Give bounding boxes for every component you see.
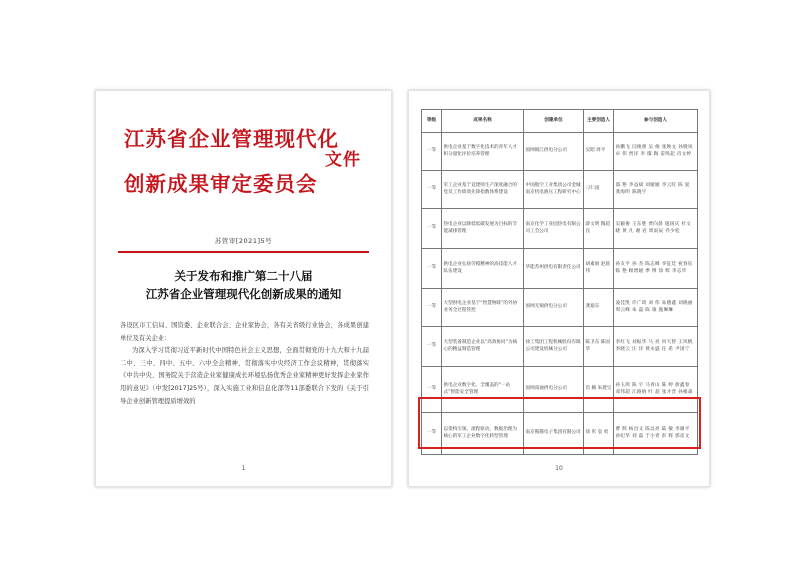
notice-body <box>120 320 369 408</box>
document-number: 苏管审[2021]5号 <box>214 237 273 245</box>
document-header <box>124 126 369 197</box>
cell-name: 供电企业数字化、全覆盖的“一站式”智能安全管理 <box>442 367 524 413</box>
cell-name: 热电企业以降低低碳发展为目标的节能减排管理 <box>442 209 524 249</box>
cell-unit: 徐工集团工程机械股份有限公司建设机械分公司 <box>524 327 584 367</box>
table-row-highlighted <box>422 367 698 413</box>
cell-name: 以架构引领、流程驱动、数据治理为核心的军工企业数字化转型管理 <box>442 413 524 455</box>
header-unit: 创建单位 <box>524 110 584 133</box>
cell-grade: 一等 <box>422 209 442 249</box>
notice-page <box>95 90 392 487</box>
table-row <box>422 413 698 455</box>
table-row <box>422 249 698 289</box>
cell-name: 军工企业基于竞建师生产深度融合的党员工作绩效先锋指数体系建设 <box>442 171 524 209</box>
cell-unit: 南京熊猫电子集团有限公司 <box>524 413 584 455</box>
table-row <box>422 133 698 171</box>
cell-grade: 一等 <box>422 413 442 455</box>
header-line-2: 文件 <box>325 150 361 170</box>
cell-participants: 孙玉鸿 陈 宇 马青山 陈 婷 俞鑫春 邓伟超 江路炳 叶 超 张才晋 孙根森 <box>614 367 698 413</box>
cell-grade: 一等 <box>422 171 442 209</box>
header-grade: 等级 <box>422 110 442 133</box>
page-number-right: 10 <box>555 465 563 472</box>
cell-unit: 国网无锡供电分公司 <box>524 289 584 327</box>
header-line-3: 创新成果审定委员会 <box>124 172 318 196</box>
header-main-creator: 主要创造人 <box>584 110 614 133</box>
cell-participants: 孙鹏飞 闫俊蕾 吴 俊 张焕文 孙晓凤 卓 伟 贾洋 李 璨 陶 雷鸣起 肖文婷 <box>614 133 698 171</box>
table-row <box>422 289 698 327</box>
cell-participants: 孙友平 孙 杰 陈志峰 李征廷 祝春钰 陈 艳 顾增媛 季 博 徐 辉 李志华 <box>614 249 698 289</box>
award-list-page <box>408 90 710 487</box>
notice-title-line-1: 关于发布和推广第二十八届 <box>174 269 313 283</box>
cell-main: 薛文明 陶超良 <box>584 209 614 249</box>
header-participants: 参与创造人 <box>614 110 698 133</box>
body-paragraph-2: 为深入学习贯彻习近平新时代中国特色社会主义思想，全面贯彻党的十九大和十九届二中、三中、四中、五中、六中全会精神，贯彻落实中央经济工作会议精神，贯彻落实《中共中央、国务院关于营造企业家健康成长环境弘扬优秀企业家精神更好发挥企业家作用的意见》（中发[2017]25号），深入实施工业和信息化部等11部委联合下发的《关于引导企业创新管理提质增效的 <box>120 347 369 405</box>
cell-grade: 一等 <box>422 249 442 289</box>
cell-unit: 中国航空工业集团公司金城南京机电液压工程研究中心 <box>524 171 584 209</box>
table-row <box>422 171 698 209</box>
cell-main: 刁仁国 <box>584 171 614 209</box>
cell-unit: 南京化学工业园热电有限公司工会公司 <box>524 209 584 249</box>
cell-participants: 李红飞 刘振华 马 亮 何天智 王风帆 李晓云 汪 洋 黄永盛 任 希 尹国宁 <box>614 327 698 367</box>
table-row <box>422 327 698 367</box>
cell-main: 徐 彤 袁 勇 <box>584 413 614 455</box>
cell-unit: 国网镇江供电分公司 <box>524 133 584 171</box>
cell-participants: 吴颖俊 王东胜 贾向晨 施国庆 杜文晓 黄 凡 谢 岩 周雨辰 乔少松 <box>614 209 698 249</box>
header-name: 成果名称 <box>442 110 524 133</box>
cell-main: 肖 楠 朱建宝 <box>584 367 614 413</box>
table-header-row <box>422 110 698 133</box>
cell-participants: 曹 辉 杨昌文 陈以亮 陆 敏 李雄平 孙纪华 刘 磊 于小青 彭 辉 郭彦文 <box>614 413 698 455</box>
cell-name: 供电企业弘扬劳模精神的高技能人才队伍建设 <box>442 249 524 289</box>
cell-main: 胡素娟 赵晨伟 <box>584 249 614 289</box>
award-table <box>421 109 698 455</box>
cell-grade: 一等 <box>422 367 442 413</box>
cell-grade: 一等 <box>422 133 442 171</box>
cell-main: 吴昭 周平 <box>584 133 614 171</box>
cell-name: 大型供电企业基于“智慧物联”的外协业务全过程管控 <box>442 289 524 327</box>
cell-grade: 一等 <box>422 289 442 327</box>
body-paragraph-1: 各设区市工信局、国资委、企业联合会、企业家协会，各有关省级行业协会，各成果创建单位及有关企业： <box>120 322 369 342</box>
cell-main: 龚迪东 <box>584 289 614 327</box>
red-divider <box>118 251 369 253</box>
cell-name: 大型装备制造企业以“高效协同”为核心的精益制造管理 <box>442 327 524 367</box>
table-row <box>422 209 698 249</box>
cell-name: 供电企业基于数字化技术的青年人才积分量化评价培养管理 <box>442 133 524 171</box>
header-line-1: 江苏省企业管理现代化 <box>124 127 339 151</box>
cell-main: 陈卫东 陈国华 <box>584 327 614 367</box>
cell-unit: 国网南通供电分公司 <box>524 367 584 413</box>
cell-participants: 凌佳凯 许广琦 刘 伟 朱德鑫 刘晓丽 周云峰 朱 磊 陈 康 施琳琳 <box>614 289 698 327</box>
page-number-left: 1 <box>241 465 246 472</box>
cell-participants: 邵 艳 李益斌 刘媛媛 李云旺 陈 爱 龚海明 陈晓宇 <box>614 171 698 209</box>
cell-unit: 华能苏州供电有限责任公司 <box>524 249 584 289</box>
cell-grade: 一等 <box>422 327 442 367</box>
notice-title-line-2: 江苏省企业管理现代化创新成果的通知 <box>145 287 342 301</box>
